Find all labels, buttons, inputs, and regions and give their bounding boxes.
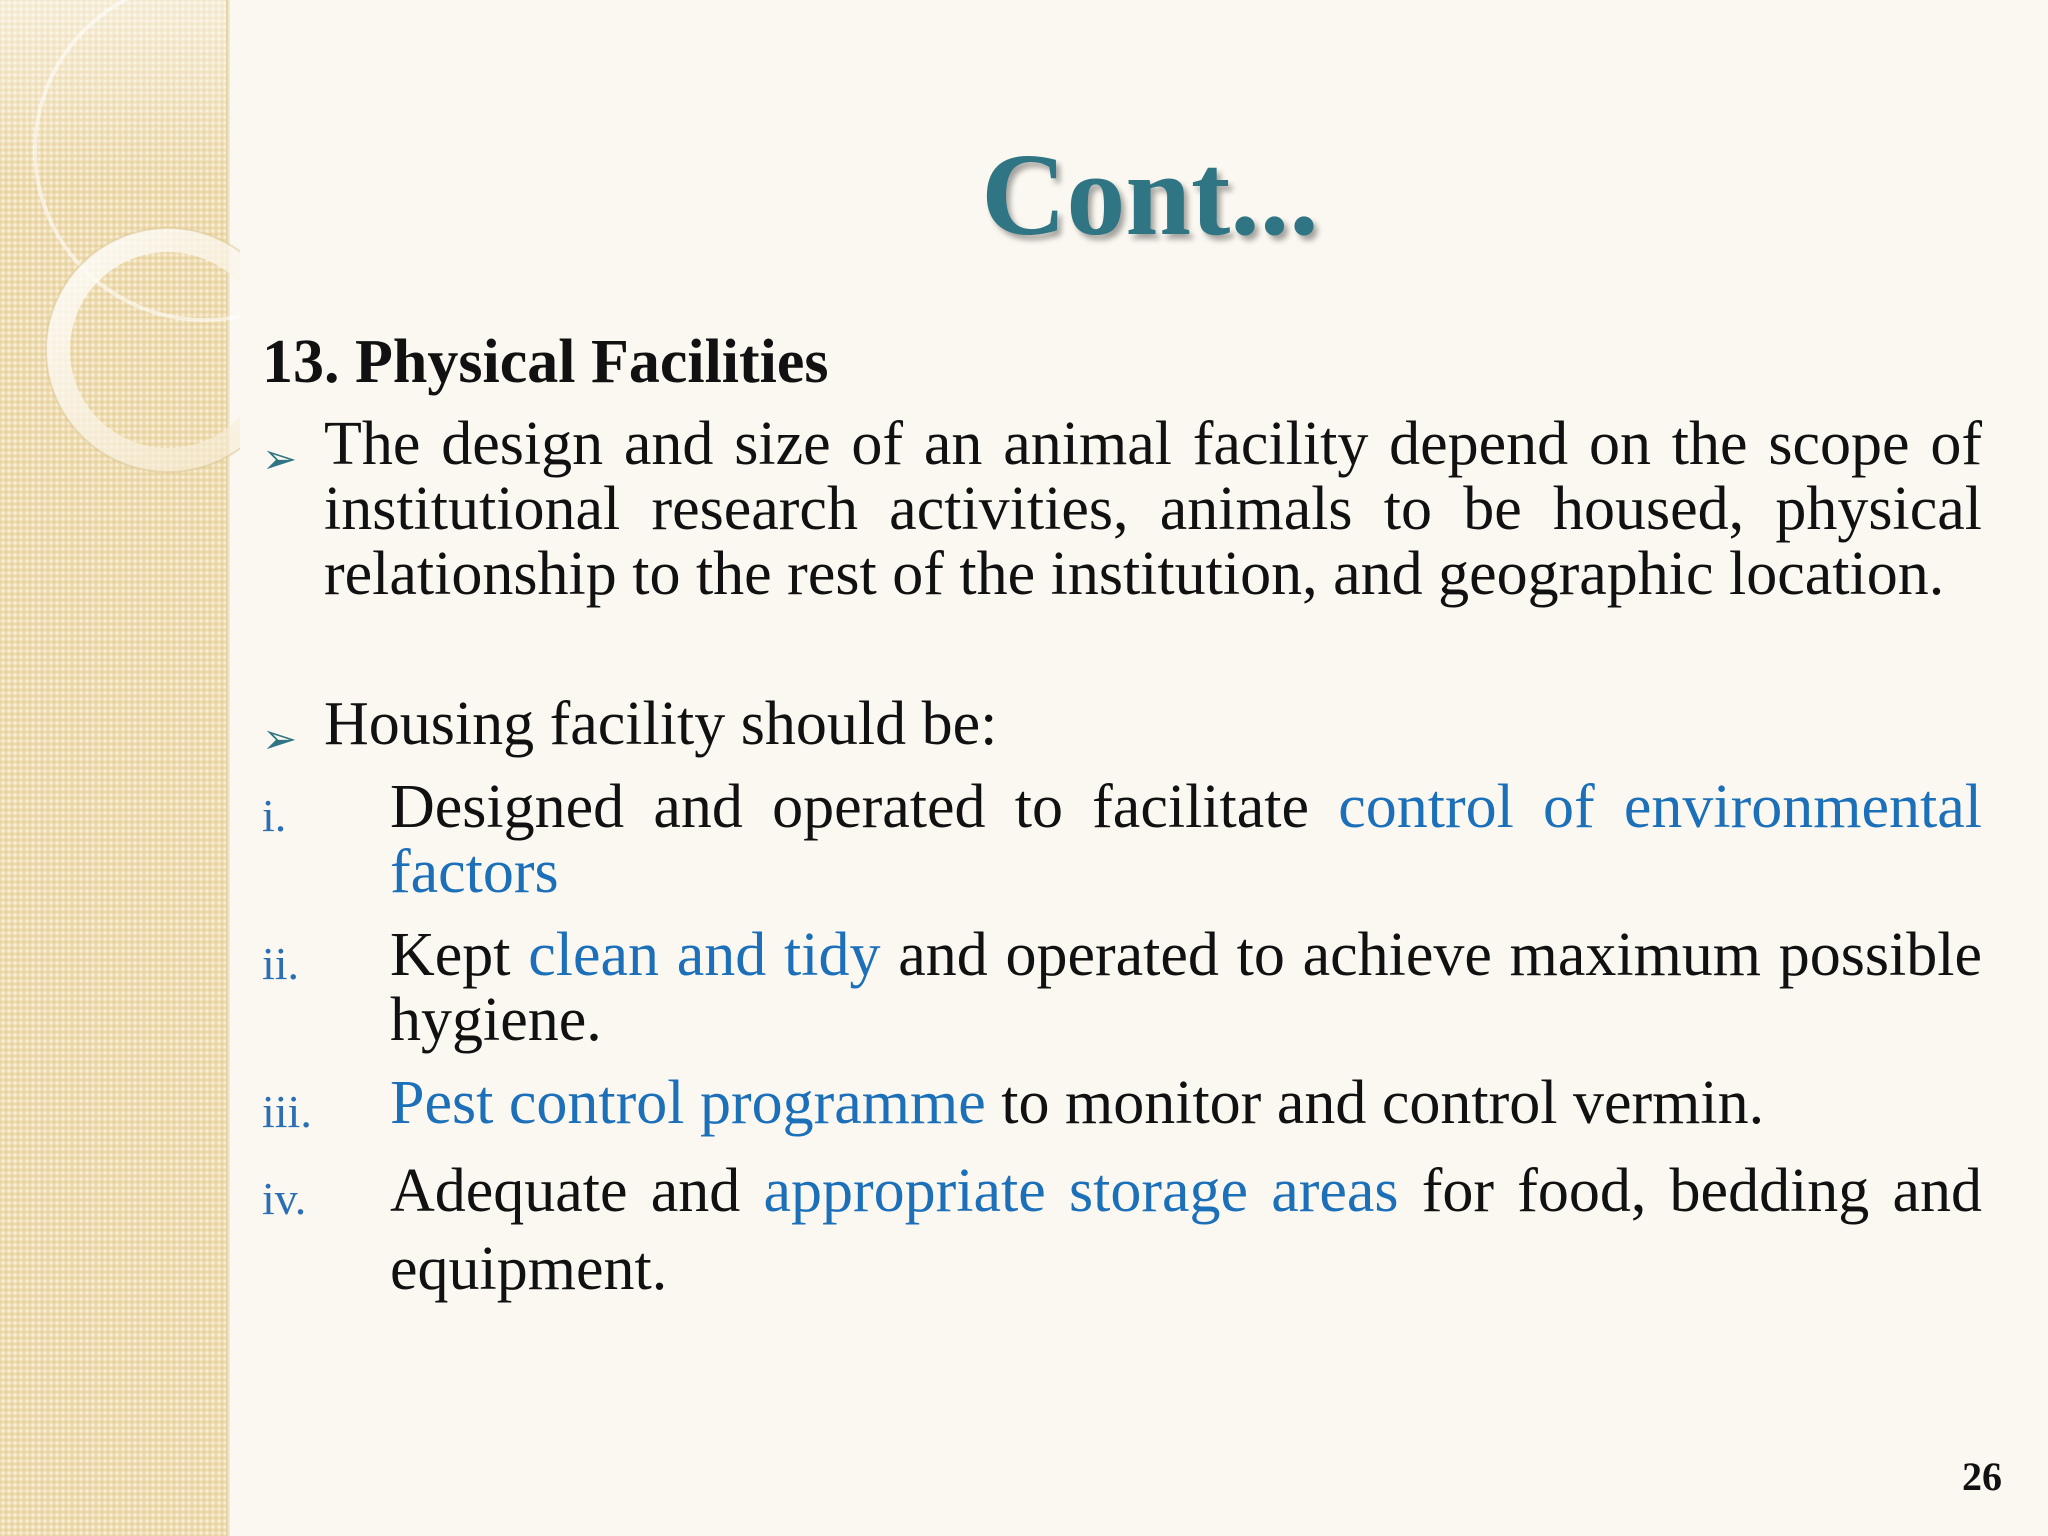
list-item	[262, 775, 1982, 910]
list-number: ii.	[262, 938, 300, 989]
arrow-bullet-icon: ➢	[262, 434, 298, 483]
page-number: 26	[1962, 1454, 2002, 1499]
list-number: iii.	[262, 1086, 312, 1137]
list-item-text: Adequate and appropriate storage areas for food, bedding and equipment.	[390, 1157, 1983, 1303]
highlighted-phrase: control of environmental factors	[390, 773, 1982, 906]
bullet-item	[262, 412, 1982, 672]
list-number: i.	[262, 790, 287, 841]
arrow-bullet-icon: ➢	[262, 714, 298, 763]
highlighted-phrase: Pest control programme	[390, 1069, 986, 1137]
decorative-rings	[0, 0, 240, 520]
highlighted-phrase: clean and tidy	[528, 921, 881, 989]
list-item	[262, 1071, 1982, 1141]
list-number: iv.	[262, 1173, 307, 1224]
highlighted-phrase: appropriate storage areas	[763, 1157, 1399, 1225]
bullet-text: The design and size of an animal facility depend on the scope of institutional research activities, animals to be housed, physical relationship to the rest of the institution, and geographic location.	[324, 410, 1982, 608]
slide-title: Cont...	[981, 129, 1319, 260]
list-item	[262, 923, 1982, 1058]
list-item	[262, 1152, 1982, 1312]
thick-ring	[58, 240, 240, 460]
bullet-item	[262, 692, 1982, 762]
large-ring-arc	[35, 0, 240, 320]
bullet-text: Housing facility should be:	[324, 690, 998, 758]
list-item-text: Pest control programme to monitor and control vermin.	[390, 1069, 1765, 1137]
list-item-text: Kept clean and tidy and operated to achieve maximum possible hygiene.	[390, 921, 1982, 1054]
list-item-text: Designed and operated to facilitate control of environmental factors	[390, 773, 1982, 906]
section-heading: 13. Physical Facilities	[262, 328, 829, 396]
